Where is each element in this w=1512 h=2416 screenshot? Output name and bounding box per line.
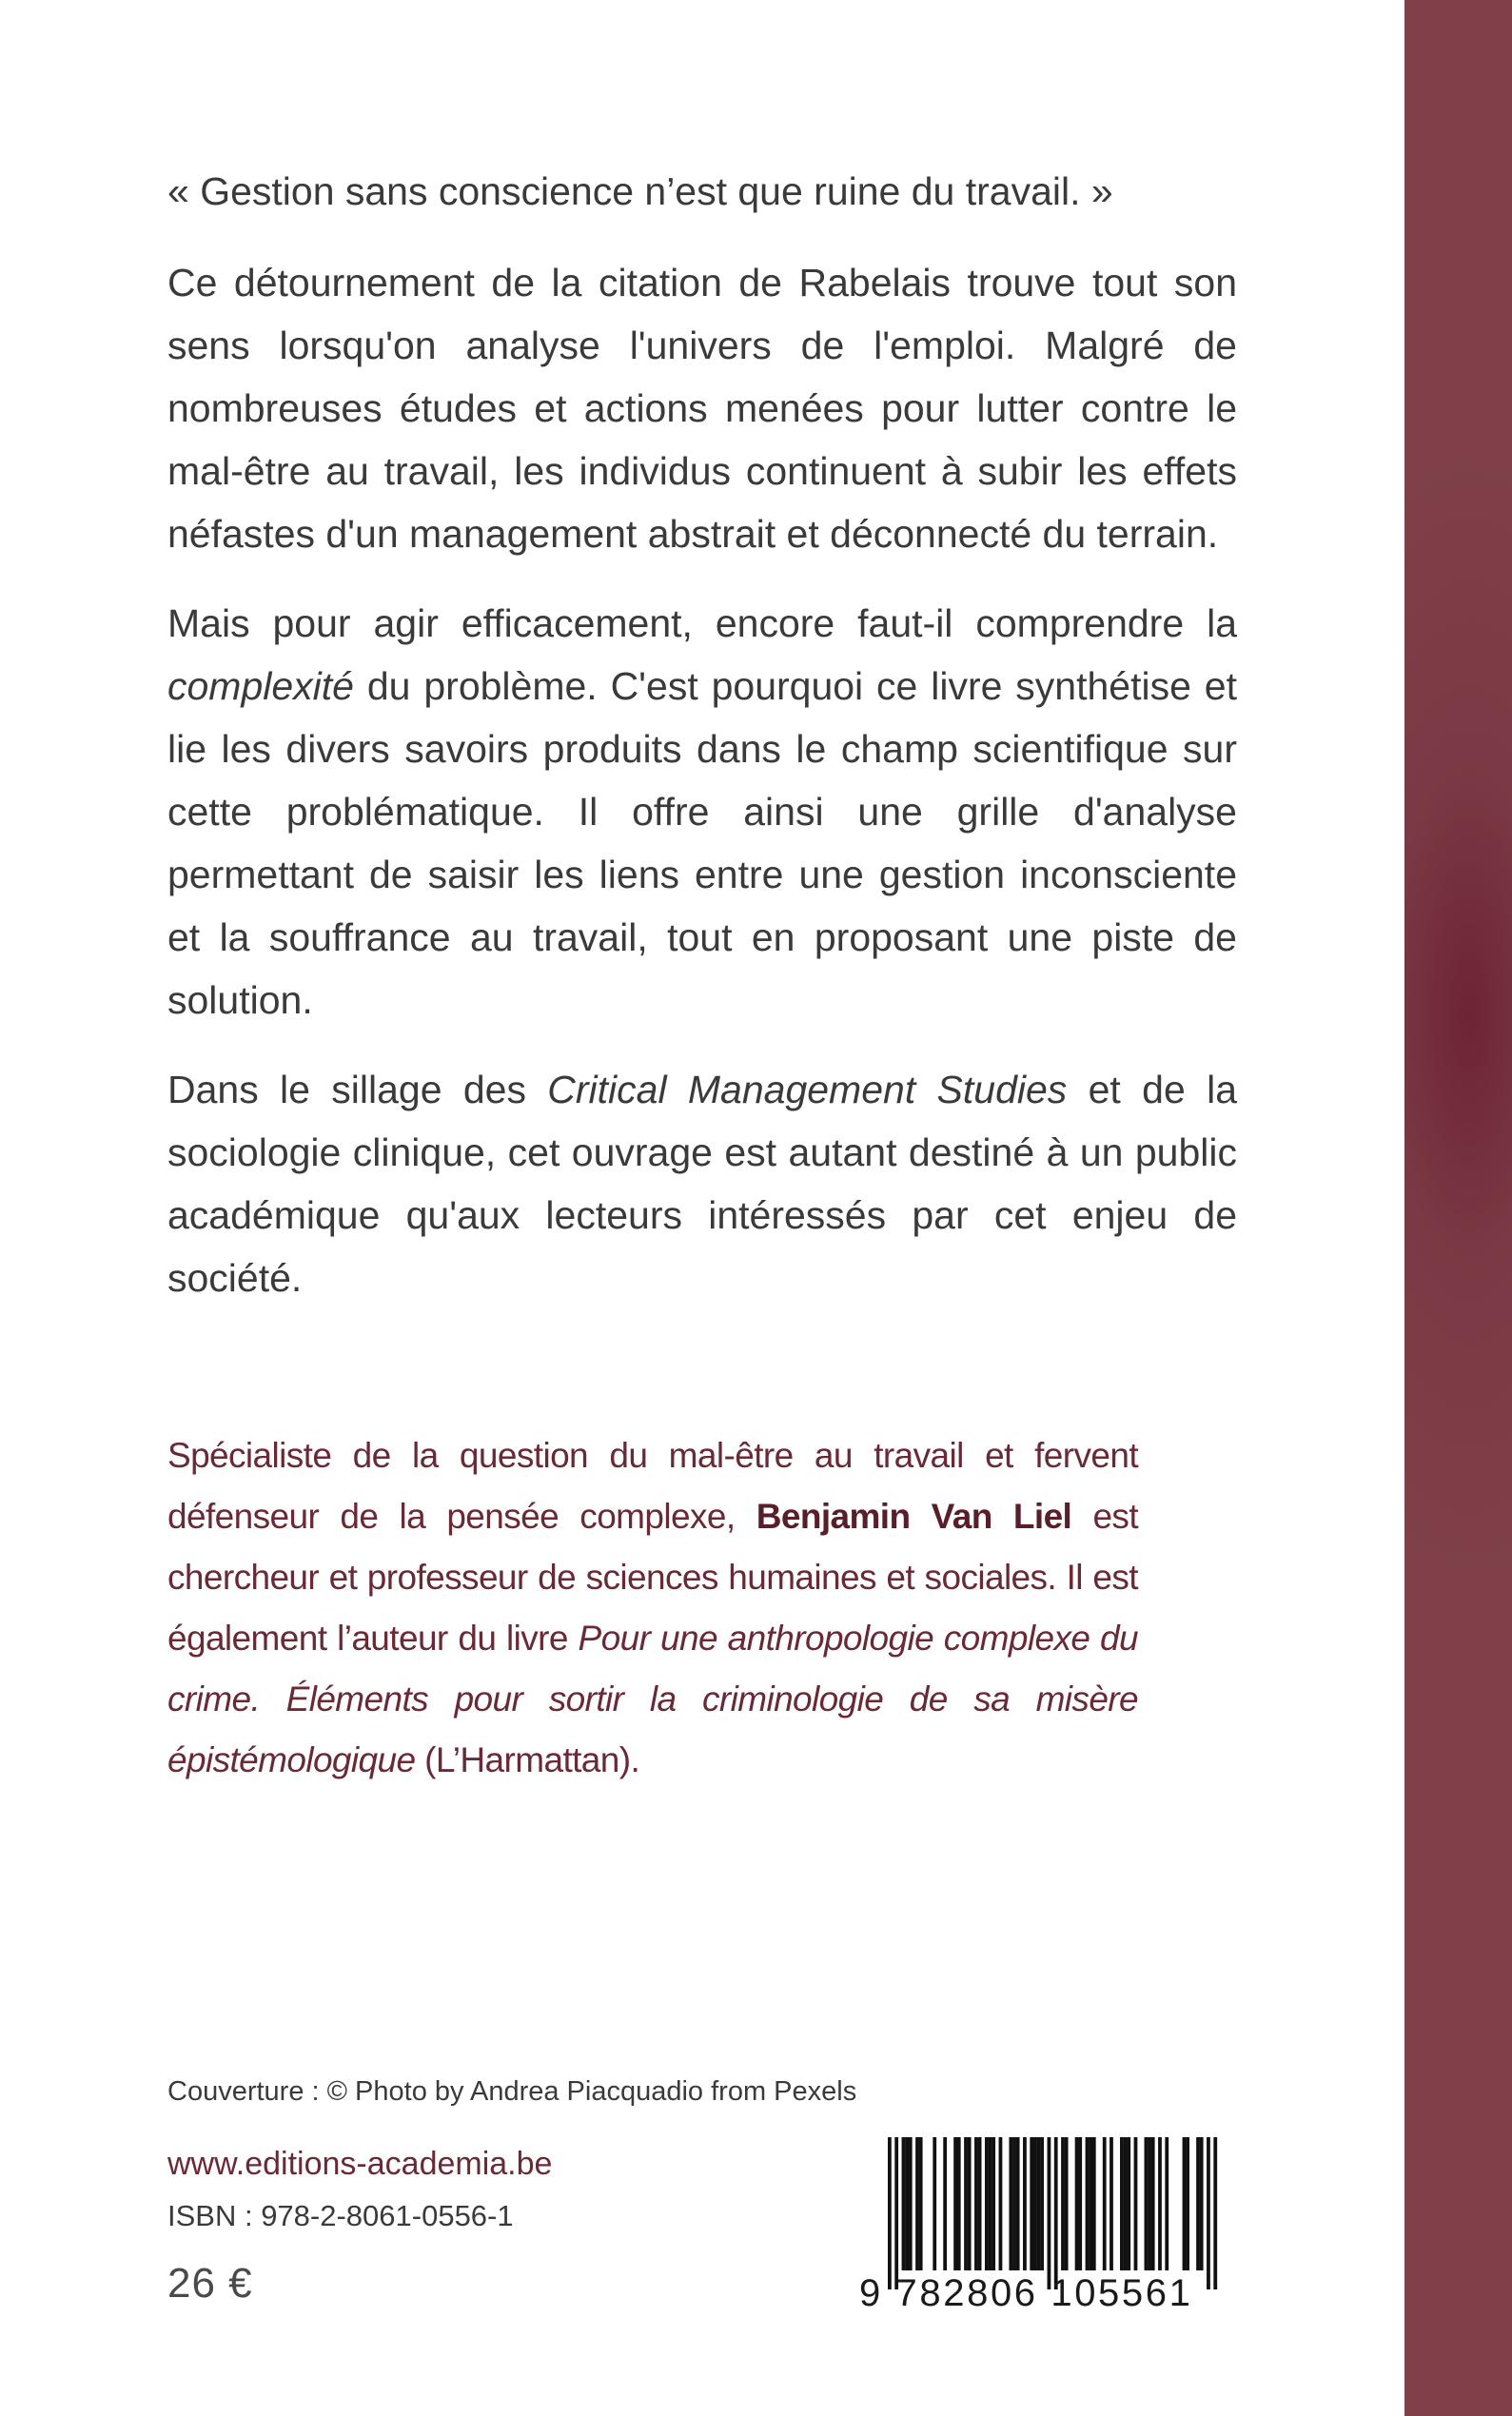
- barcode-bar: [1103, 2137, 1107, 2270]
- author-bio-text-b: est chercheur et professeur de sciences humaines et sociales. Il est également l’auteur du livre: [167, 1497, 1139, 1658]
- barcode-bar: [999, 2137, 1003, 2270]
- cover-spine-band: [1404, 0, 1512, 2416]
- barcode-bar: [1065, 2137, 1069, 2270]
- barcode-bar: [1009, 2137, 1012, 2270]
- publisher-website: www.editions-academia.be: [167, 2146, 553, 2182]
- author-bio: [167, 1425, 1138, 1791]
- barcode-bar: [1030, 2137, 1033, 2270]
- barcode-bar: [1165, 2137, 1168, 2270]
- blurb-p3-text-b: et de la sociologie clinique, cet ouvrage est autant destiné à un public académique qu'aux lecteurs intéressés par cet enjeu de société.: [167, 1068, 1237, 1300]
- barcode-bar: [1054, 2137, 1058, 2289]
- barcode-bar: [974, 2137, 978, 2270]
- barcode-bar: [1089, 2137, 1092, 2270]
- price-label: 26 €: [167, 2260, 253, 2307]
- author-bio-text-a: Spécialiste de la question du mal-être au travail et fervent défenseur de la pensée complexe,: [167, 1436, 1138, 1536]
- blurb-paragraph-2: [167, 592, 1237, 1031]
- barcode-bar: [888, 2137, 892, 2289]
- barcode-bar: [909, 2137, 913, 2270]
- barcode-bar: [1048, 2137, 1051, 2289]
- isbn-barcode: [859, 2137, 1223, 2314]
- barcode-digits: 9 782806 105561: [859, 2272, 1193, 2314]
- barcode-bar: [1061, 2137, 1065, 2270]
- barcode-bar: [1012, 2137, 1016, 2270]
- barcode-bar: [943, 2137, 947, 2270]
- barcode-bar: [1075, 2137, 1079, 2270]
- barcode-bar: [985, 2137, 989, 2270]
- blurb-p2-text-a: Mais pour agir efficacement, encore faut-il comprendre la: [167, 601, 1237, 645]
- barcode-bar: [1078, 2137, 1082, 2270]
- blurb-paragraph-1: Ce détournement de la citation de Rabelais trouve tout son sens lorsqu'on analyse l'univers de l'emploi. Malgré de nombreuses études et actions menées pour lutter contre le mal-être au travail, les individus continuent à subir les effets néfastes d'un management abstrait et déconnecté du terrain.: [167, 261, 1237, 556]
- author-book-title: Pour une anthropologie complexe du crime. Éléments pour sortir la criminologie de sa misère épistémologique: [167, 1619, 1138, 1779]
- barcode-bar: [905, 2137, 909, 2270]
- barcode-bar: [1109, 2137, 1113, 2270]
- blurb-p2-text-b: du problème. C'est pourquoi ce livre synthétise et lie les divers savoirs produits dans le champ scientifique sur cette problématique. Il offre ainsi une grille d'analyse permettant de saisir les liens entre une gestion inconsciente et la souffrance au travail, tout en proposant une piste de solution.: [167, 664, 1237, 1022]
- barcode-bar: [1134, 2137, 1138, 2270]
- barcode-bar: [1158, 2137, 1162, 2270]
- barcode-bar: [1127, 2137, 1130, 2270]
- author-bio-text-c: (L’Harmattan).: [415, 1740, 640, 1779]
- barcode-bar: [1200, 2137, 1204, 2270]
- barcode-bar: [989, 2137, 992, 2270]
- isbn-text: ISBN : 978-2-8061-0556-1: [167, 2199, 514, 2232]
- blurb-paragraph-3: [167, 1058, 1237, 1309]
- barcode-bar: [957, 2137, 961, 2270]
- barcode-bar: [968, 2137, 972, 2270]
- barcode-bar: [1124, 2137, 1128, 2270]
- author-bio-paragraph: [167, 1425, 1138, 1791]
- barcode-bar: [1207, 2137, 1210, 2289]
- barcode-bar: [978, 2137, 982, 2270]
- back-cover-blurb: [167, 160, 1237, 1336]
- barcode-bar: [1186, 2137, 1189, 2270]
- blurb-p3-italic: Critical Management Studies: [547, 1068, 1068, 1111]
- barcode-bar: [919, 2137, 923, 2270]
- cover-photo-credit: Couverture : © Photo by Andrea Piacquadio from Pexels: [167, 2076, 857, 2107]
- barcode-bar: [1196, 2137, 1200, 2270]
- barcode-bar: [894, 2137, 898, 2289]
- barcode-bar: [1016, 2137, 1020, 2270]
- barcode-bar: [1183, 2137, 1187, 2270]
- barcode-bar: [1213, 2137, 1217, 2289]
- barcode-bar: [1145, 2137, 1149, 2270]
- barcode-bar: [1040, 2137, 1044, 2270]
- opening-quote: « Gestion sans conscience n’est que ruine du travail. »: [167, 169, 1113, 213]
- barcode-bar: [1151, 2137, 1155, 2270]
- barcode-bar: [915, 2137, 919, 2270]
- barcode-bar: [1092, 2137, 1096, 2270]
- author-name: Benjamin Van Liel: [756, 1497, 1072, 1536]
- barcode-bar: [1148, 2137, 1151, 2270]
- barcode-bar: [1086, 2137, 1090, 2270]
- barcode-bar: [1033, 2137, 1037, 2270]
- barcode-bar: [1120, 2137, 1124, 2270]
- blurb-p3-text-a: Dans le sillage des: [167, 1068, 548, 1111]
- barcode-bar: [933, 2137, 936, 2270]
- barcode-bar: [902, 2137, 906, 2270]
- barcode-bar: [964, 2137, 968, 2270]
- barcode-bar: [1037, 2137, 1041, 2270]
- blurb-p2-italic: complexité: [167, 664, 354, 708]
- barcode-bar: [992, 2137, 995, 2270]
- barcode-bar: [1023, 2137, 1027, 2270]
- barcode-bar: [953, 2137, 957, 2270]
